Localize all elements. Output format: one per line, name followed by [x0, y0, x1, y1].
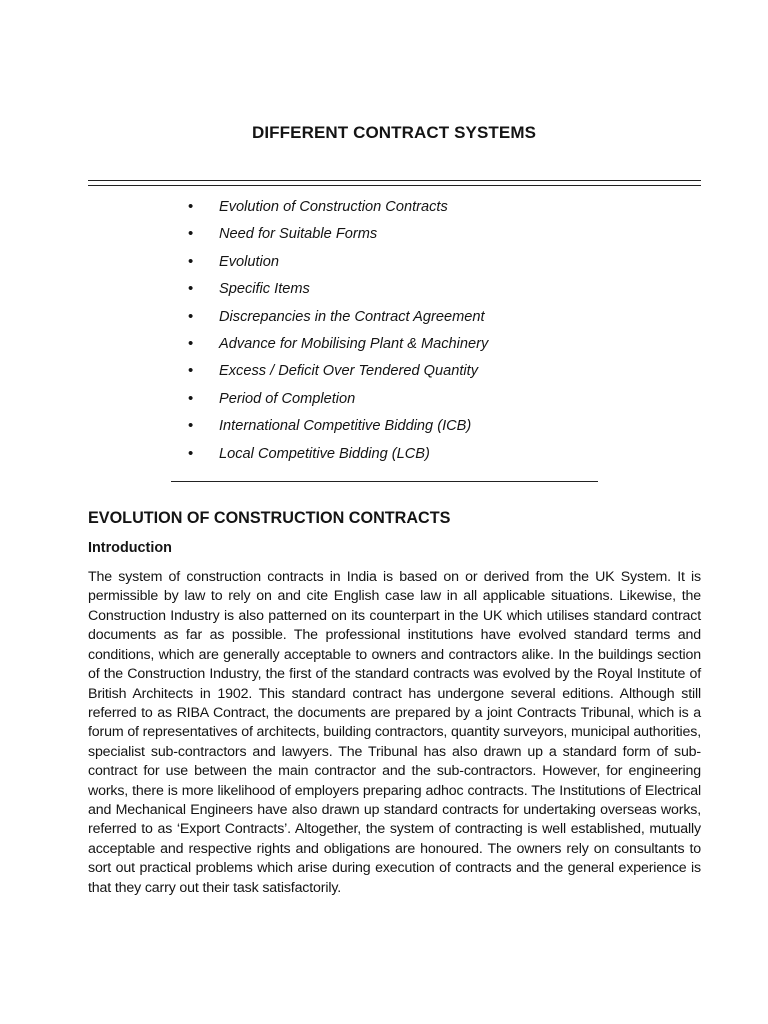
bullet-icon: •	[188, 307, 194, 325]
contents-item-text: Evolution	[219, 253, 280, 270]
contents-end-divider	[171, 481, 598, 482]
double-rule-divider	[88, 180, 701, 186]
body-paragraph: The system of construction contracts in India is based on or derived from the UK System. It is permissible by law to rely on and cite English case law in all applicable situations. Likewise, the Construction Industry is also patterned on its counterpart in the UK which utilises standard contract documents as far as possible. The professional institutions have evolved standard terms and conditions, which are generally acceptable to owners and contractors alike. In the buildings section of the Construction Industry, the first of the standard contracts was evolved by the Royal Institute of British Architects in 1902. This standard contract has undergone several editions. Although still referred to as RIBA Contract, the documents are prepared by a joint Contracts Tribunal, which is a forum of representatives of architects, building contractors, quantity surveyors, municipal authorities, specialist sub-contractors and lawyers. The Tribunal has also drawn up a standard form of sub-contract for use between the main contractor and the sub-contractors. However, for engineering works, there is more likelihood of employers preparing adhoc contracts. The Institutions of Electrical and Mechanical Engineers have also drawn up standard contracts for undertaking overseas works, referred to as ‘Export Contracts’. Altogether, the system of contracting is well established, mutually acceptable and respective rights and obligations are honoured. The owners rely on consultants to sort out practical problems which arise during execution of contracts and the general experience is that they carry out their task satisfactorily.	[88, 569, 701, 896]
bullet-icon: •	[188, 225, 194, 243]
contents-item-text: Evolution of Construction Contracts	[219, 199, 448, 215]
bullet-icon: •	[188, 198, 194, 215]
contents-item-text: Period of Completion	[219, 390, 356, 407]
subsection-heading: Introduction	[88, 540, 172, 556]
bullet-icon: •	[188, 389, 194, 407]
bullet-icon: •	[188, 417, 194, 435]
bullet-icon: •	[188, 362, 194, 380]
contents-item-text: Excess / Deficit Over Tendered Quantity	[219, 363, 479, 380]
contents-item-text: International Competitive Bidding (ICB)	[219, 418, 472, 435]
bullet-icon: •	[188, 444, 194, 462]
contents-item-text: Advance for Mobilising Plant & Machinery	[219, 335, 489, 352]
contents-item-text: Need for Suitable Forms	[219, 226, 378, 243]
section-heading: EVOLUTION OF CONSTRUCTION CONTRACTS	[88, 509, 451, 527]
bullet-icon: •	[188, 252, 194, 270]
bullet-icon: •	[188, 334, 194, 352]
contents-item-text: Specific Items	[219, 281, 310, 298]
contents-item-text: Local Competitive Bidding (LCB)	[219, 445, 430, 462]
chapter-title: DIFFERENT CONTRACT SYSTEMS	[251, 123, 537, 142]
contents-item-text: Discrepancies in the Contract Agreement	[219, 308, 485, 325]
bullet-icon: •	[188, 280, 194, 298]
